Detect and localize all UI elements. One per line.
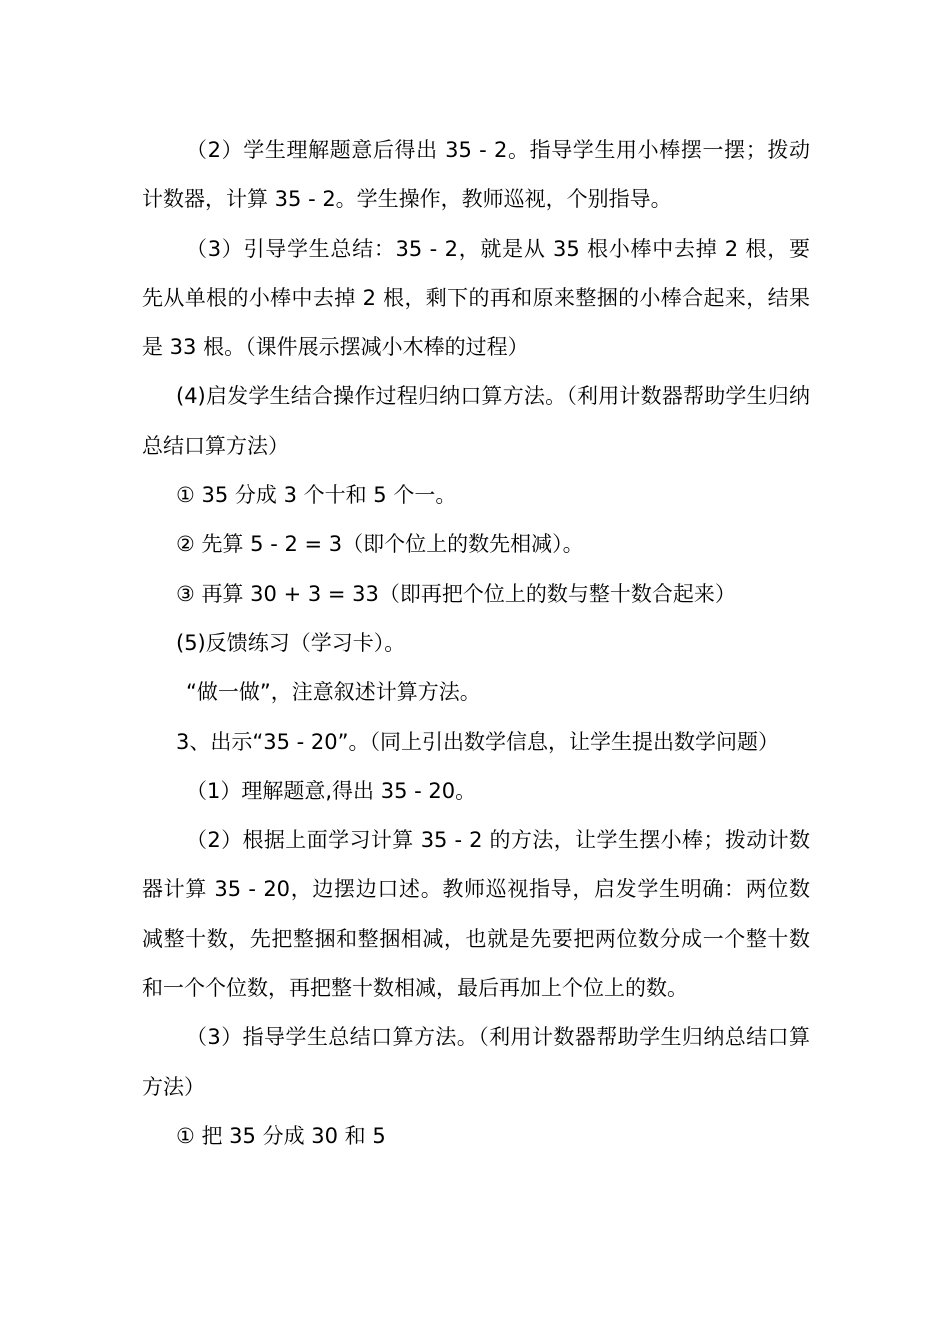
list-item-1: ① 35 分成 3 个十和 5 个一。 <box>176 483 457 508</box>
paragraph-practice: “做一做”，注意叙述计算方法。 <box>186 680 481 705</box>
paragraph-sub-3: （3）指导学生总结口算方法。（利用计数器帮助学生归纳总结口算方法） <box>142 1025 810 1099</box>
paragraph-step-3: （3）引导学生总结：35 - 2，就是从 35 根小棒中去掉 2 根，要先从单根的小棒中去掉 2 根，剩下的再和原来整捆的小棒合起来，结果是 33 根。（课件展示摆减小木棒的过程） <box>142 236 810 360</box>
paragraph-sub-1: （1）理解题意,得出 35 - 20。 <box>186 778 477 803</box>
paragraph-step-5: (5)反馈练习（学习卡）。 <box>176 630 406 655</box>
paragraph-step-4: (4)启发学生结合操作过程归纳口算方法。（利用计数器帮助学生归纳总结口算方法） <box>142 384 810 458</box>
list-item-split: ① 把 35 分成 30 和 5 <box>176 1123 386 1148</box>
document-body <box>142 126 810 1161</box>
list-item-2: ② 先算 5 - 2 = 3（即个位上的数先相减）。 <box>176 532 584 557</box>
paragraph-section-3: 3、出示“35 - 20”。（同上引出数学信息，让学生提出数学问题） <box>176 729 779 754</box>
paragraph-step-2: （2）学生理解题意后得出 35 - 2。指导学生用小棒摆一摆；拨动计数器，计算 35 - 2。学生操作，教师巡视，个别指导。 <box>142 138 810 212</box>
paragraph-sub-2: （2）根据上面学习计算 35 - 2 的方法，让学生摆小棒；拨动计数器计算 35 - 20，边摆边口述。教师巡视指导，启发学生明确：两位数减整十数，先把整捆和整捆相减，也就是先要把两位数分成一个整十数和一个个位数，再把整十数相减，最后再加上个位上的数。 <box>142 828 810 1001</box>
list-item-3: ③ 再算 30 + 3 = 33（即再把个位上的数与整十数合起来） <box>176 581 736 606</box>
